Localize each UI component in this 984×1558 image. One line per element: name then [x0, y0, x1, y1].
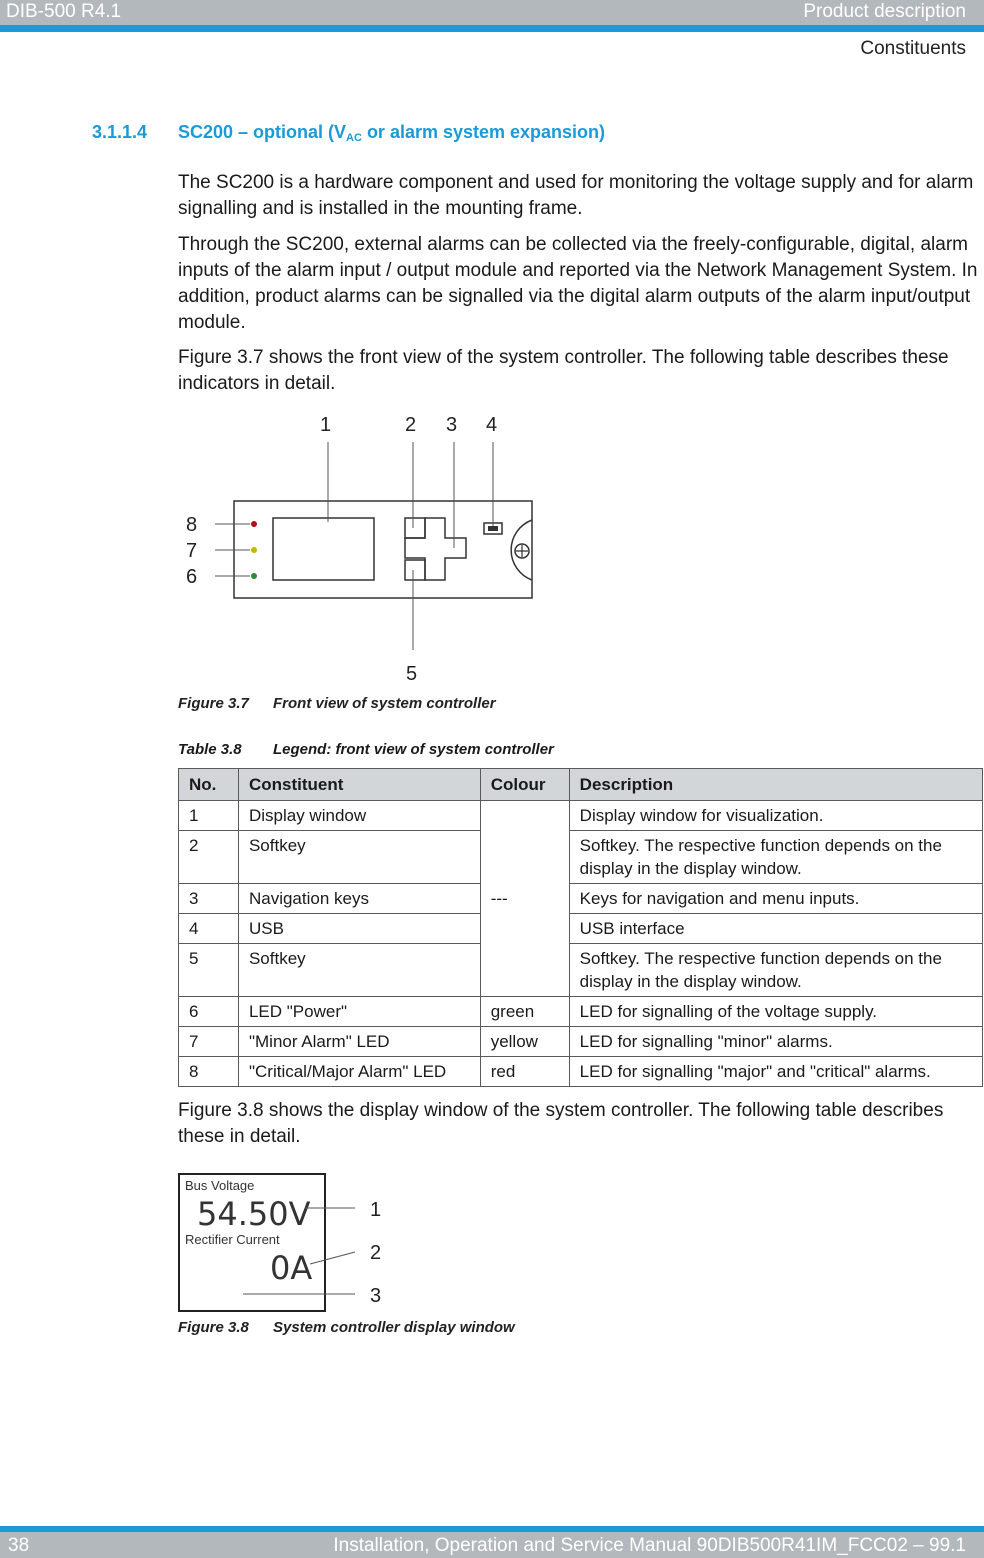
paragraph-alarms: Through the SC200, external alarms can be collected via the freely-configurable, digital, alarm inputs of the alarm input / output module and reported via the Network Management System. In addition, product alarms can be signalled via the digital alarm outputs of the alarm input/output module.	[178, 234, 978, 333]
cell-colour: yellow	[480, 1027, 569, 1057]
table-row	[179, 944, 983, 997]
table-caption-num: Table 3.8	[178, 741, 242, 758]
display-label-bus-voltage: Bus Voltage	[185, 1178, 255, 1193]
softkey-top-shape	[405, 518, 425, 538]
led-minor-icon	[251, 547, 257, 553]
cell-colour: red	[480, 1057, 569, 1087]
display-value-voltage: 54.50V	[197, 1195, 311, 1233]
cell-no: 5	[179, 944, 239, 997]
cell-constituent: Display window	[238, 801, 480, 831]
cell-no: 8	[179, 1057, 239, 1087]
table-row	[179, 884, 983, 914]
display-label-rectifier-current: Rectifier Current	[185, 1232, 280, 1247]
display-callout-1: 1	[370, 1199, 382, 1221]
display-window-diagram	[0, 1170, 984, 1320]
table-row	[179, 831, 983, 884]
cell-description: Keys for navigation and menu inputs.	[569, 884, 982, 914]
figure-7-caption	[178, 695, 496, 712]
cell-constituent: LED "Power"	[238, 997, 480, 1027]
callout-8: 8	[186, 514, 198, 536]
header-chapter: Product description	[803, 1, 966, 22]
table-row	[179, 997, 983, 1027]
section-title-post: or alarm system expansion)	[361, 122, 606, 142]
cell-description: Softkey. The respective function depends on the display in the display window.	[569, 831, 982, 884]
table-row	[179, 1027, 983, 1057]
display-value-current: 0A	[270, 1249, 313, 1287]
col-header-colour: Colour	[480, 769, 569, 801]
cell-constituent: "Critical/Major Alarm" LED	[238, 1057, 480, 1087]
cell-description: USB interface	[569, 914, 982, 944]
header-doc-id: DIB-500 R4.1	[6, 1, 122, 22]
legend-table	[178, 768, 983, 1087]
figure-8-caption	[178, 1319, 515, 1336]
table-row	[179, 801, 983, 831]
figure-7-caption-num: Figure 3.7	[178, 695, 249, 712]
cell-description: LED for signalling "major" and "critical" alarms.	[569, 1057, 982, 1087]
cell-no: 7	[179, 1027, 239, 1057]
cell-no: 2	[179, 831, 239, 884]
cell-constituent: Softkey	[238, 944, 480, 997]
callout-1: 1	[320, 414, 332, 436]
table-caption	[178, 741, 554, 758]
header-accent-line	[0, 25, 984, 32]
cell-colour: green	[480, 997, 569, 1027]
callout-2: 2	[405, 414, 417, 436]
display-callout-3: 3	[370, 1285, 382, 1307]
cell-constituent: Softkey	[238, 831, 480, 884]
cell-constituent: USB	[238, 914, 480, 944]
controller-housing	[234, 501, 532, 598]
display-window-shape	[273, 518, 374, 580]
table-row	[179, 1057, 983, 1087]
led-power-icon	[251, 573, 257, 579]
cell-colour-merged: ---	[480, 801, 569, 997]
cell-description: Softkey. The respective function depends on the display in the display window.	[569, 944, 982, 997]
cell-constituent: Navigation keys	[238, 884, 480, 914]
callout-5: 5	[406, 663, 418, 685]
figure-7-caption-text: Front view of system controller	[273, 695, 496, 712]
cell-description: LED for signalling "minor" alarms.	[569, 1027, 982, 1057]
table-row	[179, 914, 983, 944]
section-title	[178, 122, 605, 144]
cell-no: 1	[179, 801, 239, 831]
cell-description: Display window for visualization.	[569, 801, 982, 831]
col-header-constituent: Constituent	[238, 769, 480, 801]
table-header-row	[179, 769, 983, 801]
cell-no: 3	[179, 884, 239, 914]
softkey-bottom-shape	[405, 560, 425, 580]
header-section: Constituents	[860, 38, 966, 59]
section-title-pre: SC200 – optional (V	[178, 122, 347, 142]
paragraph-figure-8-ref: Figure 3.8 shows the display window of the system controller. The following table describes these in detail.	[178, 1100, 944, 1147]
cell-no: 4	[179, 914, 239, 944]
callout-7: 7	[186, 540, 198, 562]
figure-8-caption-num: Figure 3.8	[178, 1319, 249, 1336]
table-caption-text: Legend: front view of system controller	[273, 741, 554, 758]
paragraph-figure-7-ref: Figure 3.7 shows the front view of the system controller. The following table describes these indicators in detail.	[178, 347, 949, 394]
display-callout-2: 2	[370, 1242, 382, 1264]
col-header-no: No.	[179, 769, 239, 801]
figure-8-caption-text: System controller display window	[273, 1319, 515, 1336]
paragraph-intro: The SC200 is a hardware component and used for monitoring the voltage supply and for alarm signalling and is installed in the mounting frame.	[178, 172, 974, 219]
callout-4: 4	[486, 414, 498, 436]
section-title-sub: AC	[346, 132, 362, 144]
cell-no: 6	[179, 997, 239, 1027]
callout-3: 3	[446, 414, 458, 436]
callout-6: 6	[186, 566, 198, 588]
cell-description: LED for signalling of the voltage supply.	[569, 997, 982, 1027]
navigation-keys-shape	[405, 518, 466, 580]
col-header-description: Description	[569, 769, 982, 801]
led-critical-icon	[251, 521, 257, 527]
cell-constituent: "Minor Alarm" LED	[238, 1027, 480, 1057]
footer-doc-title: Installation, Operation and Service Manual 90DIB500R41IM_FCC02 – 99.1	[333, 1535, 966, 1556]
section-number: 3.1.1.4	[92, 122, 148, 142]
front-view-diagram	[0, 400, 984, 690]
page-number: 38	[8, 1535, 30, 1556]
